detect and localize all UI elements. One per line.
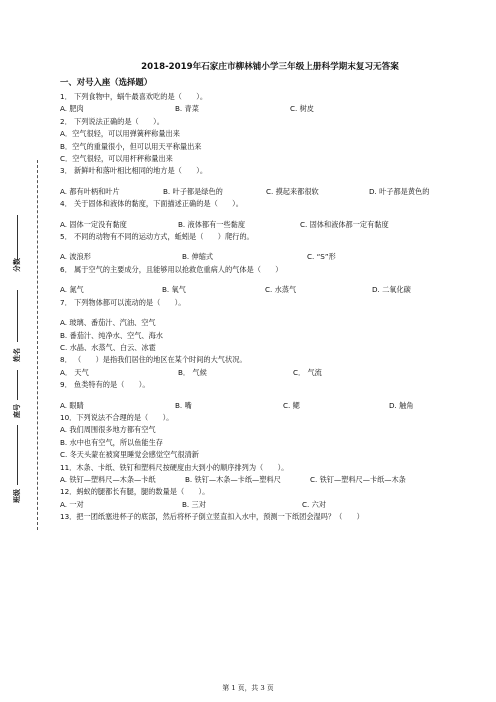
class-underline <box>17 425 18 485</box>
question-8-options <box>60 367 466 379</box>
option-b: B．空气的重量很小，但可以用天平称量出来 <box>60 141 202 151</box>
option-b: B. 铁钉—木条—卡纸—塑料尺 <box>185 474 281 484</box>
option-c: C. 固体和液体都一定有黏度 <box>300 219 389 229</box>
option-c: C. 摸起来都很软 <box>266 186 319 196</box>
option-c: C. 冬天头蒙在被窝里睡觉会感觉空气很清新 <box>60 450 199 460</box>
question-4-options <box>60 219 466 231</box>
score-label: 分数 <box>13 258 21 272</box>
question-11: 11．木条、卡纸、铁钉和塑料尺按硬度由大到小的顺序排列为（ ）。 <box>60 462 289 472</box>
option-d: D. 叶子都是黄色的 <box>369 186 430 196</box>
option-b: B. 青菜 <box>175 104 199 114</box>
score-underline <box>17 215 18 260</box>
name-label: 姓名 <box>13 348 21 362</box>
question-3-options <box>60 186 466 198</box>
option-a: A. 都有叶柄和叶片 <box>60 186 120 196</box>
option-a: A. 波浪形 <box>60 252 91 262</box>
student-no-underline <box>17 370 18 400</box>
question-5-options <box>60 251 466 263</box>
question-11-options <box>60 474 466 486</box>
question-7: 7． 下列物体都可以流动的是（ ）。 <box>60 297 186 307</box>
question-3: 3． 新鲜叶和落叶相比相同的地方是（ ）。 <box>60 166 208 176</box>
option-a: A. 我们周围很多地方都有空气 <box>60 425 156 435</box>
option-a: A. 肥肉 <box>60 104 84 114</box>
option-c: C. 水晶、水蒸气、白云、冰雹 <box>60 342 156 352</box>
question-5: 5． 不同的动物有不同的运动方式，蚯蚓是（ ）爬行的。 <box>60 232 254 242</box>
question-1-options <box>60 103 466 115</box>
question-10: 10．下列说法不合理的是（ ）。 <box>60 412 174 422</box>
binding-margin <box>0 0 60 702</box>
option-a: A. 氮气 <box>60 285 84 295</box>
option-b: B. 三对 <box>182 499 206 509</box>
question-9-options <box>60 400 466 412</box>
option-b: B. 液体都有一些黏度 <box>178 219 246 229</box>
page-footer: 第 1 页，共 3 页 <box>222 684 274 692</box>
question-6: 6． 属于空气的主要成分，且能够用以抢救危重病人的气体是（ ） <box>60 264 283 274</box>
option-b: B． 气候 <box>178 367 207 377</box>
option-b: B. 叶子都是绿色的 <box>163 186 223 196</box>
option-c: C. 鳃 <box>283 400 300 410</box>
option-c: C. “S”形 <box>307 252 336 262</box>
option-a: A. 眼睛 <box>60 400 84 410</box>
option-a: A. 铁钉—塑料尺—木条—卡纸 <box>60 474 156 484</box>
option-a: A. 玻璃、番茄汁、汽油、空气 <box>60 318 156 328</box>
option-c: C. 水蒸气 <box>265 285 297 295</box>
option-b: B. 伸缩式 <box>182 252 214 262</box>
option-b: B. 氧气 <box>162 285 186 295</box>
option-b: B. 水中也有空气，所以鱼能生存 <box>60 437 163 447</box>
question-1: 1． 下列食物中，蜗牛最喜欢吃的是（ ）。 <box>60 92 208 101</box>
option-c: C. 六对 <box>302 499 326 509</box>
option-a: A． 天气 <box>60 367 89 377</box>
option-d: D. 二氧化碳 <box>372 285 411 295</box>
cut-line <box>37 160 38 530</box>
option-a: A. 一对 <box>60 499 84 509</box>
question-2: 2． 下列说法正确的是（ ）。 <box>60 116 164 126</box>
class-label: 班级 <box>13 489 21 503</box>
question-6-options <box>60 284 466 296</box>
question-8: 8． （ ）是指我们居住的地区在某个时间的大气状况。 <box>60 355 247 365</box>
section-heading: 一、对号入座（选择题） <box>60 77 153 87</box>
option-b: B. 嘴 <box>175 400 192 410</box>
exam-title: 2018-2019年石家庄市柳林铺小学三年级上册科学期末复习无答案 <box>141 62 399 72</box>
exam-page <box>60 60 466 524</box>
option-c: C. 树皮 <box>290 104 314 114</box>
name-underline <box>17 290 18 342</box>
question-13: 13．把一团纸塞进杯子的底部，然后将杯子倒立竖直扣入水中，预测一下纸团会湿吗？（ ） <box>60 512 364 522</box>
option-a: A. 固体一定没有黏度 <box>60 219 127 229</box>
student-no-label: 座号 <box>13 404 21 418</box>
question-12: 12．蚂蚁的腿都长有腿，腿的数量是（ ）。 <box>60 487 210 497</box>
question-4: 4． 关于固体和液体的黏度，下面描述正确的是（ ）。 <box>60 199 243 209</box>
option-c: C． 气流 <box>293 367 322 377</box>
option-c: C．空气很轻，可以用杆秤称量出来 <box>60 154 173 164</box>
option-b: B. 番茄汁、纯净水、空气、海水 <box>60 330 163 340</box>
option-a: A．空气很轻，可以用弹簧秤称量出来 <box>60 129 180 139</box>
question-12-options <box>60 499 466 511</box>
question-9: 9． 鱼类特有的是（ ）。 <box>60 380 150 390</box>
option-d: D. 触角 <box>389 400 414 410</box>
option-c: C. 铁钉—塑料尺—卡纸—木条 <box>310 474 406 484</box>
